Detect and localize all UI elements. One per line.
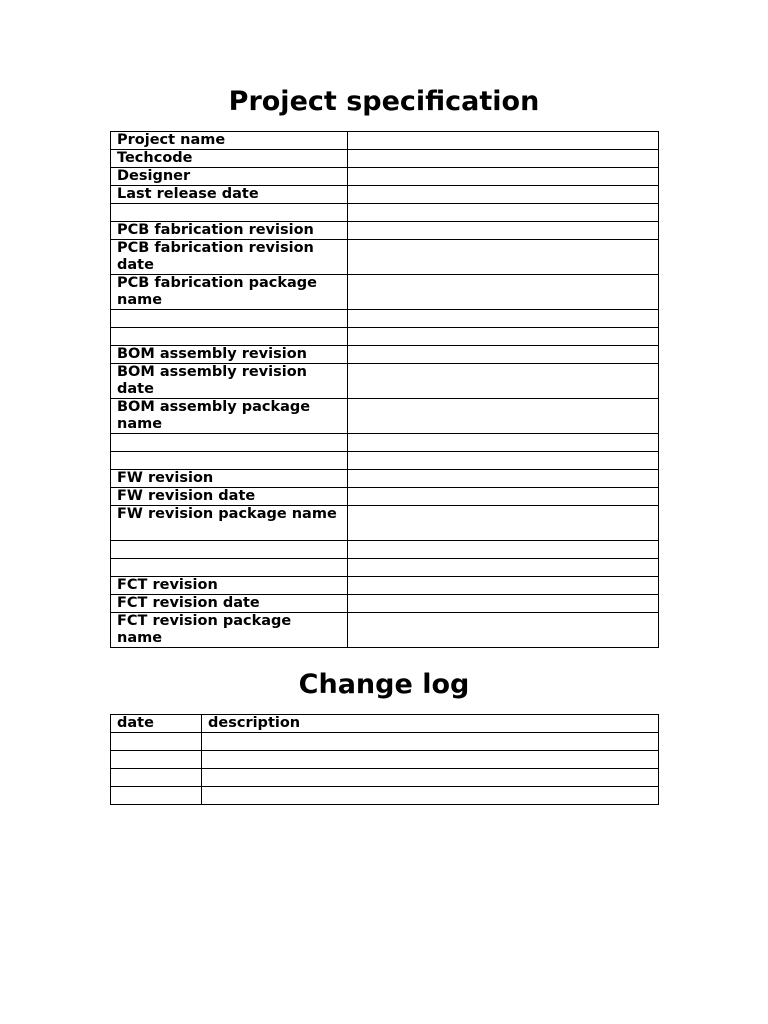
spec-value-cell[interactable]	[348, 488, 659, 506]
spec-value-cell[interactable]	[348, 168, 659, 186]
spec-label: FCT revision date	[111, 595, 348, 613]
spec-label	[111, 310, 348, 328]
spec-label: FW revision	[111, 470, 348, 488]
spec-value-cell[interactable]	[348, 613, 659, 648]
spec-label	[111, 541, 348, 559]
spec-value-cell[interactable]	[348, 346, 659, 364]
spec-value-cell[interactable]	[348, 150, 659, 168]
spec-value-cell[interactable]	[348, 434, 659, 452]
spec-value-cell[interactable]	[348, 222, 659, 240]
spec-value-cell[interactable]	[348, 275, 659, 310]
project-specification-table	[110, 131, 659, 648]
spec-row-fw-revision-package-name	[111, 506, 659, 541]
spec-label: Techcode	[111, 150, 348, 168]
spec-label: FCT revision package name	[111, 613, 348, 648]
spec-value-cell[interactable]	[348, 595, 659, 613]
spec-row-bom-assembly-package-name	[111, 399, 659, 434]
spec-value-cell[interactable]	[348, 310, 659, 328]
spec-row-last-release-date	[111, 186, 659, 204]
spec-value-cell[interactable]	[348, 399, 659, 434]
spec-value-cell[interactable]	[348, 132, 659, 150]
spec-label: PCB fabrication package name	[111, 275, 348, 310]
spec-value-cell[interactable]	[348, 240, 659, 275]
spec-row-pcb-fabrication-revision-date	[111, 240, 659, 275]
spec-value-cell[interactable]	[348, 577, 659, 595]
change-log-date-cell[interactable]	[111, 769, 202, 787]
spec-value-cell[interactable]	[348, 470, 659, 488]
spec-row-pcb-fabrication-package-name	[111, 275, 659, 310]
spec-row-blank	[111, 559, 659, 577]
spec-row-blank	[111, 310, 659, 328]
column-header-description: description	[202, 715, 659, 733]
spec-label: Designer	[111, 168, 348, 186]
spec-label: Project name	[111, 132, 348, 150]
spec-label	[111, 328, 348, 346]
spec-value-cell[interactable]	[348, 328, 659, 346]
spec-label: FCT revision	[111, 577, 348, 595]
spec-row-blank	[111, 452, 659, 470]
spec-value-cell[interactable]	[348, 559, 659, 577]
spec-value-cell[interactable]	[348, 506, 659, 541]
change-log-title: Change log	[298, 669, 470, 700]
spec-row-bom-assembly-revision	[111, 346, 659, 364]
change-log-description-cell[interactable]	[202, 787, 659, 805]
change-log-description-cell[interactable]	[202, 733, 659, 751]
change-log-header-row	[111, 715, 659, 733]
change-log-table	[110, 714, 659, 805]
spec-label: PCB fabrication revision date	[111, 240, 348, 275]
spec-label: FW revision date	[111, 488, 348, 506]
spec-row-blank	[111, 541, 659, 559]
spec-value-cell[interactable]	[348, 186, 659, 204]
spec-row-techcode	[111, 150, 659, 168]
spec-row-designer	[111, 168, 659, 186]
spec-row-blank	[111, 328, 659, 346]
change-log-row	[111, 733, 659, 751]
column-header-date: date	[111, 715, 202, 733]
spec-value-cell[interactable]	[348, 364, 659, 399]
spec-label: Last release date	[111, 186, 348, 204]
spec-value-cell[interactable]	[348, 541, 659, 559]
change-log-row	[111, 769, 659, 787]
spec-label: BOM assembly revision date	[111, 364, 348, 399]
spec-label: PCB fabrication revision	[111, 222, 348, 240]
spec-row-pcb-fabrication-revision	[111, 222, 659, 240]
change-log-date-cell[interactable]	[111, 751, 202, 769]
spec-row-fct-revision-date	[111, 595, 659, 613]
spec-label	[111, 204, 348, 222]
spec-label: FW revision package name	[111, 506, 348, 541]
spec-value-cell[interactable]	[348, 204, 659, 222]
spec-row-bom-assembly-revision-date	[111, 364, 659, 399]
spec-value-cell[interactable]	[348, 452, 659, 470]
spec-row-fw-revision-date	[111, 488, 659, 506]
spec-row-fct-revision-package-name	[111, 613, 659, 648]
spec-row-fct-revision	[111, 577, 659, 595]
spec-row-project-name	[111, 132, 659, 150]
spec-row-blank	[111, 204, 659, 222]
change-log-row	[111, 787, 659, 805]
spec-label	[111, 452, 348, 470]
project-specification-title: Project specification	[228, 86, 540, 117]
change-log-date-cell[interactable]	[111, 787, 202, 805]
spec-label: BOM assembly revision	[111, 346, 348, 364]
spec-label: BOM assembly package name	[111, 399, 348, 434]
change-log-description-cell[interactable]	[202, 769, 659, 787]
spec-label	[111, 434, 348, 452]
change-log-description-cell[interactable]	[202, 751, 659, 769]
spec-row-fw-revision	[111, 470, 659, 488]
change-log-row	[111, 751, 659, 769]
change-log-date-cell[interactable]	[111, 733, 202, 751]
spec-label	[111, 559, 348, 577]
spec-row-blank	[111, 434, 659, 452]
